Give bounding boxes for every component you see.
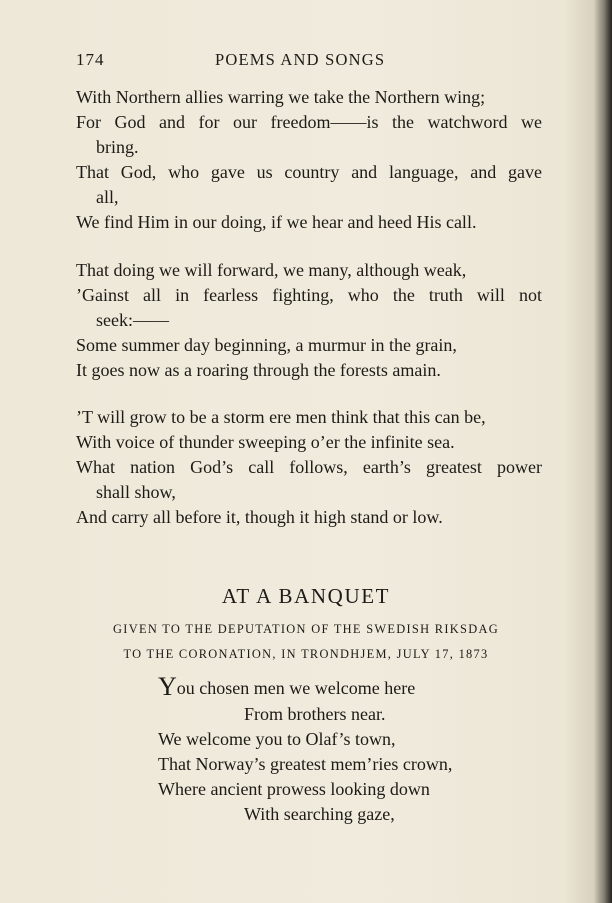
poem-subtitle: GIVEN TO THE DEPUTATION OF THE SWEDISH RIKSDAG: [113, 622, 499, 636]
poem-line: That doing we will forward, we many, although weak,: [76, 260, 467, 280]
poem-line: What nation God’s call follows, earth’s greatest power: [76, 457, 542, 477]
poem-line-continuation: seek:——: [96, 310, 169, 330]
poem-line: We find Him in our doing, if we hear and heed His call.: [76, 212, 477, 232]
drop-cap: Y: [158, 672, 177, 701]
poem-line: It goes now as a roaring through the forests amain.: [76, 360, 441, 380]
poem-line: [158, 672, 416, 701]
poem-line: For God and for our freedom——is the watchword we: [76, 112, 542, 132]
poem-subtitle: TO THE CORONATION, IN TRONDHJEM, JULY 17, 1873: [123, 647, 489, 661]
poem-line-continuation: shall show,: [96, 482, 176, 502]
page-number: 174: [76, 50, 105, 69]
page-spine-shadow: [594, 0, 612, 903]
poem-line: That God, who gave us country and language, and gave: [76, 162, 542, 182]
poem-line-text: ou chosen men we welcome here: [176, 678, 416, 698]
poem-line: From brothers near.: [244, 704, 386, 724]
poem-line: ’Gainst all in fearless fighting, who the truth will not: [76, 285, 542, 305]
poem-line: With searching gaze,: [244, 804, 395, 824]
page-header: [0, 50, 612, 74]
poem-line: We welcome you to Olaf’s town,: [158, 729, 396, 749]
poem-line: With voice of thunder sweeping o’er the infinite sea.: [76, 432, 455, 452]
poem-line: ’T will grow to be a storm ere men think that this can be,: [76, 407, 486, 427]
poem-title: AT A BANQUET: [221, 584, 391, 608]
running-head: POEMS AND SONGS: [215, 50, 386, 69]
poem-line: Some summer day beginning, a murmur in the grain,: [76, 335, 457, 355]
poem-line: That Norway’s greatest mem’ries crown,: [158, 754, 453, 774]
poem-line: And carry all before it, though it high stand or low.: [76, 507, 443, 527]
poem-line: With Northern allies warring we take the Northern wing;: [76, 87, 486, 107]
poem-line: Where ancient prowess looking down: [158, 779, 430, 799]
poem-line-continuation: bring.: [96, 137, 139, 157]
poem-line-continuation: all,: [96, 187, 119, 207]
